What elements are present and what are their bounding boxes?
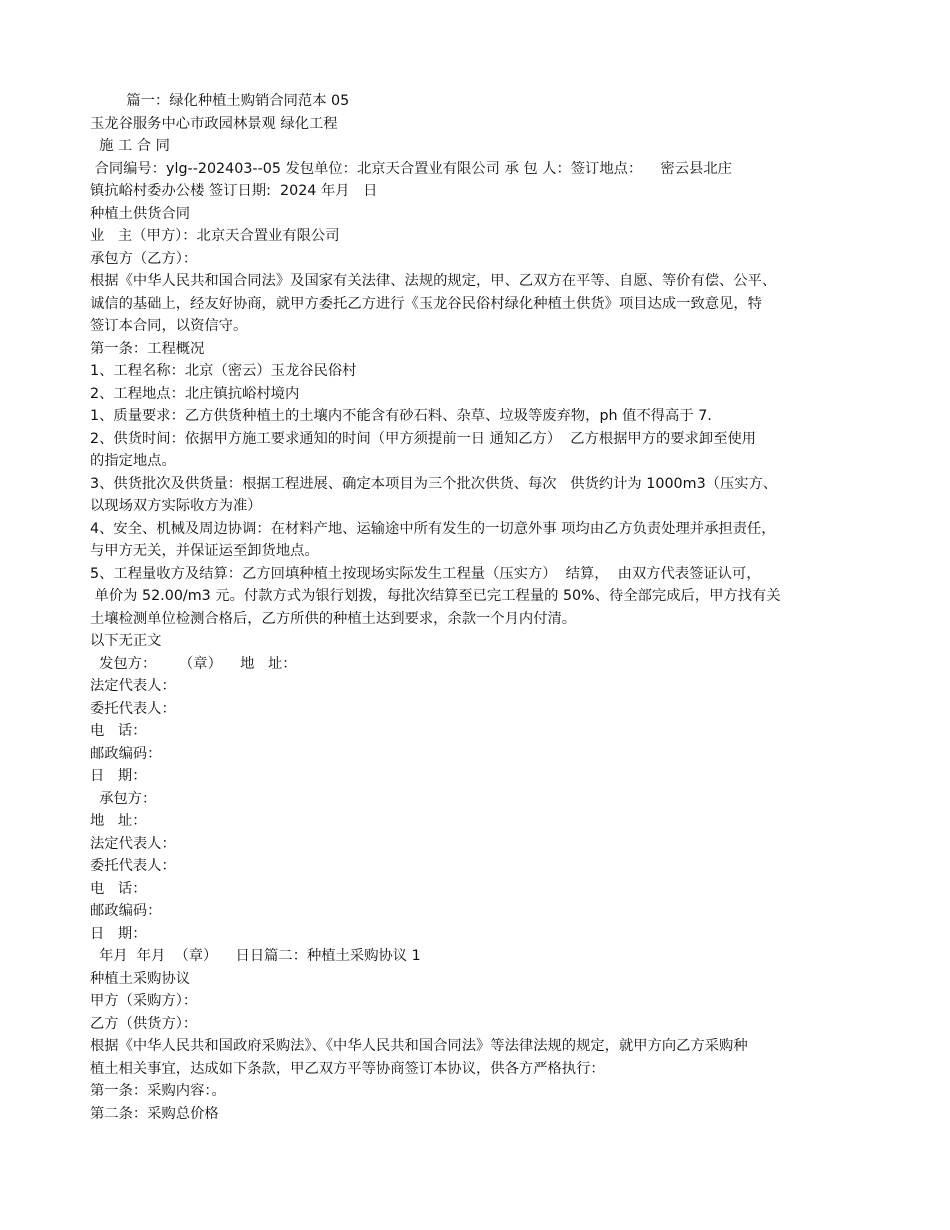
document-body xyxy=(90,90,880,1125)
signature-field: 电 话： xyxy=(90,723,147,739)
clause-line: 3、供货批次及供货量：根据工程进展、确定本项目为三个批次供货、每次 供货约计为 1000m3（压实方、 xyxy=(90,475,778,492)
contract-info-line: 镇抗峪村委办公楼 签订日期: 2024 年月 日 xyxy=(90,183,378,199)
signature-field: 邮政编码： xyxy=(90,745,162,762)
signature-field: 发包方： （章） 地 址： xyxy=(90,655,297,672)
preamble-line: 诚信的基础上，经友好协商，就甲方委托乙方进行《玉龙谷民俗村绿化种植土供货》项目达成一致意见，特 xyxy=(90,295,762,312)
clause-line: 1、工程名称：北京（密云）玉龙谷民俗村 xyxy=(90,363,357,379)
article-heading: 第一条：采购内容：。 xyxy=(90,1083,226,1099)
clause-line: 以现场双方实际收方为准） xyxy=(90,498,262,514)
party-a-line: 业 主（甲方）：北京天合置业有限公司 xyxy=(90,228,340,244)
clause-line: 单价为 52.00/m3 元。付款方式为银行划拨，每批次结算至已完工程量的 50%、待全部完成后，甲方找有关 xyxy=(90,588,781,604)
preamble-line: 签订本合同，以资信守。 xyxy=(90,318,248,334)
signature-field: 承包方： xyxy=(90,790,157,807)
agreement-title: 种植土采购协议 xyxy=(90,970,191,987)
article-heading: 第一条：工程概况 xyxy=(90,340,205,357)
party-a-line: 甲方（采购方）： xyxy=(90,993,198,1009)
signature-field: 法定代表人： xyxy=(90,835,176,852)
clause-line: 与甲方无关，并保证运至卸货地点。 xyxy=(90,543,319,559)
clause-line: 2、供货时间：依据甲方施工要求通知的时间（甲方须提前一日 通知乙方） 乙方根据甲方的要求卸至使用 xyxy=(90,430,757,447)
signature-field: 日 期： xyxy=(90,925,147,942)
preamble-line: 根据《中华人民共和国政府采购法》、《中华人民共和国合同法》等法律法规的规定，就甲方向乙方采购种 xyxy=(90,1038,748,1054)
preamble-line: 根据《中华人民共和国合同法》及国家有关法律、法规的规定，甲、乙双方在平等、自愿、等价有偿、公平、 xyxy=(90,273,777,289)
signature-field: 日 期： xyxy=(90,768,147,784)
clause-line: 土壤检测单位检测合格后，乙方所供的种植土达到要求，余款一个月内付清。 xyxy=(90,610,577,627)
clause-line: 1、质量要求：乙方供货种植土的土壤内不能含有砂石料、杂草、垃圾等废弃物，ph 值不得高于 7. xyxy=(90,408,712,424)
clause-line: 5、工程量收方及结算：乙方回填种植土按现场实际发生工程量（压实方） 结算， 由双方代表签证认可， xyxy=(90,565,761,582)
signature-field: 地 址： xyxy=(90,813,147,829)
heading-part-one: 篇一：绿化种植土购销合同范本 05 xyxy=(90,93,350,109)
clause-line: 2、工程地点：北庄镇抗峪村境内 xyxy=(90,385,300,402)
construction-contract-heading: 施 工 合 同 xyxy=(90,138,170,154)
contract-title: 种植土供货合同 xyxy=(90,205,191,222)
end-of-text: 以下无正文 xyxy=(90,633,162,649)
contract-info-line: 合同编号：ylg--202403--05 发包单位：北京天合置业有限公司 承 包 人：签订地点： 密云县北庄 xyxy=(90,160,732,177)
signature-field: 电 话： xyxy=(90,880,147,897)
clause-line: 4、安全、机械及周边协调：在材料产地、运输途中所有发生的一切意外事 项均由乙方负责处理并承担责任， xyxy=(90,520,776,537)
signature-field: 委托代表人： xyxy=(90,700,176,717)
heading-part-two: 年月 年月 （章） 日日篇二：种植土采购协议 1 xyxy=(90,948,421,964)
project-title: 玉龙谷服务中心市政园林景观 绿化工程 xyxy=(90,115,338,132)
signature-field: 委托代表人： xyxy=(90,858,176,874)
signature-field: 邮政编码： xyxy=(90,903,162,919)
party-b-line: 承包方（乙方）： xyxy=(90,250,198,267)
clause-line: 的指定地点。 xyxy=(90,453,176,469)
signature-field: 法定代表人： xyxy=(90,678,176,694)
preamble-line: 植土相关事宜，达成如下条款，甲乙双方平等协商签订本协议，供各方严格执行： xyxy=(90,1060,605,1077)
article-heading: 第二条：采购总价格 xyxy=(90,1105,219,1122)
party-b-line: 乙方（供货方）： xyxy=(90,1015,198,1032)
